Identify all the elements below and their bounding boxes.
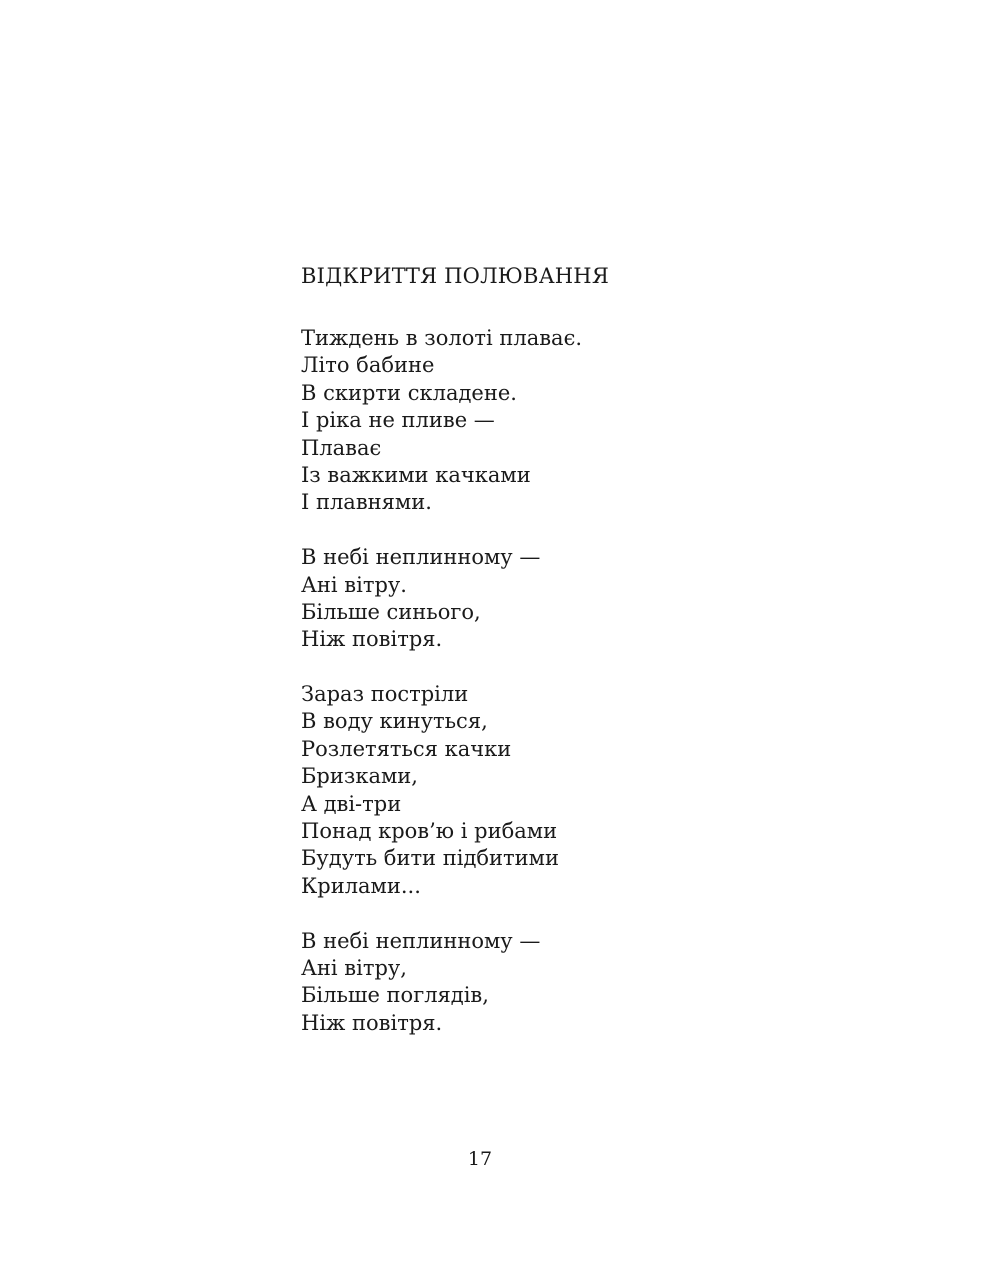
poem-line: Плаває: [301, 435, 382, 460]
poem-line: Більше поглядів,: [301, 983, 489, 1008]
poem-body: [301, 325, 582, 1065]
poem-line: Ані вітру,: [301, 955, 407, 980]
poem-line: В небі неплинному —: [301, 928, 541, 953]
poem-line: Зараз постріли: [301, 682, 469, 707]
poem-line: Бризками,: [301, 764, 418, 789]
poem-line: Літо бабине: [301, 353, 435, 378]
poem-line: Ніж повітря.: [301, 1010, 443, 1035]
poem-line: Ніж повітря.: [301, 627, 443, 652]
stanza-2: [301, 544, 582, 654]
poem-line: Тиждень в золоті плаває.: [301, 326, 583, 350]
poem-line: В небі неплинному —: [301, 545, 541, 570]
poem-title: ВІДКРИТТЯ ПОЛЮВАННЯ: [301, 264, 609, 288]
stanza-1: [301, 325, 582, 517]
stanza-3: [301, 681, 582, 900]
poem-line: Ані вітру.: [301, 572, 407, 597]
page-number: 17: [467, 1148, 493, 1170]
stanza-4: [301, 928, 582, 1038]
poem-line: І плавнями.: [301, 490, 432, 515]
poem-line: Більше синього,: [301, 599, 481, 624]
poem-line: В воду кинуться,: [301, 709, 488, 734]
poem-line: Із важкими качками: [301, 462, 531, 487]
poem-line: Понад кров’ю і рибами: [301, 819, 558, 844]
poem-line: Розлетяться качки: [301, 736, 512, 761]
poem-line: І ріка не пливе —: [301, 408, 495, 433]
poem-line: А дві-три: [301, 791, 402, 816]
poem-line: В скирти складене.: [301, 380, 517, 405]
poem-line: Будуть бити підбитими: [301, 846, 559, 871]
poem-line: Крилами...: [301, 873, 421, 898]
